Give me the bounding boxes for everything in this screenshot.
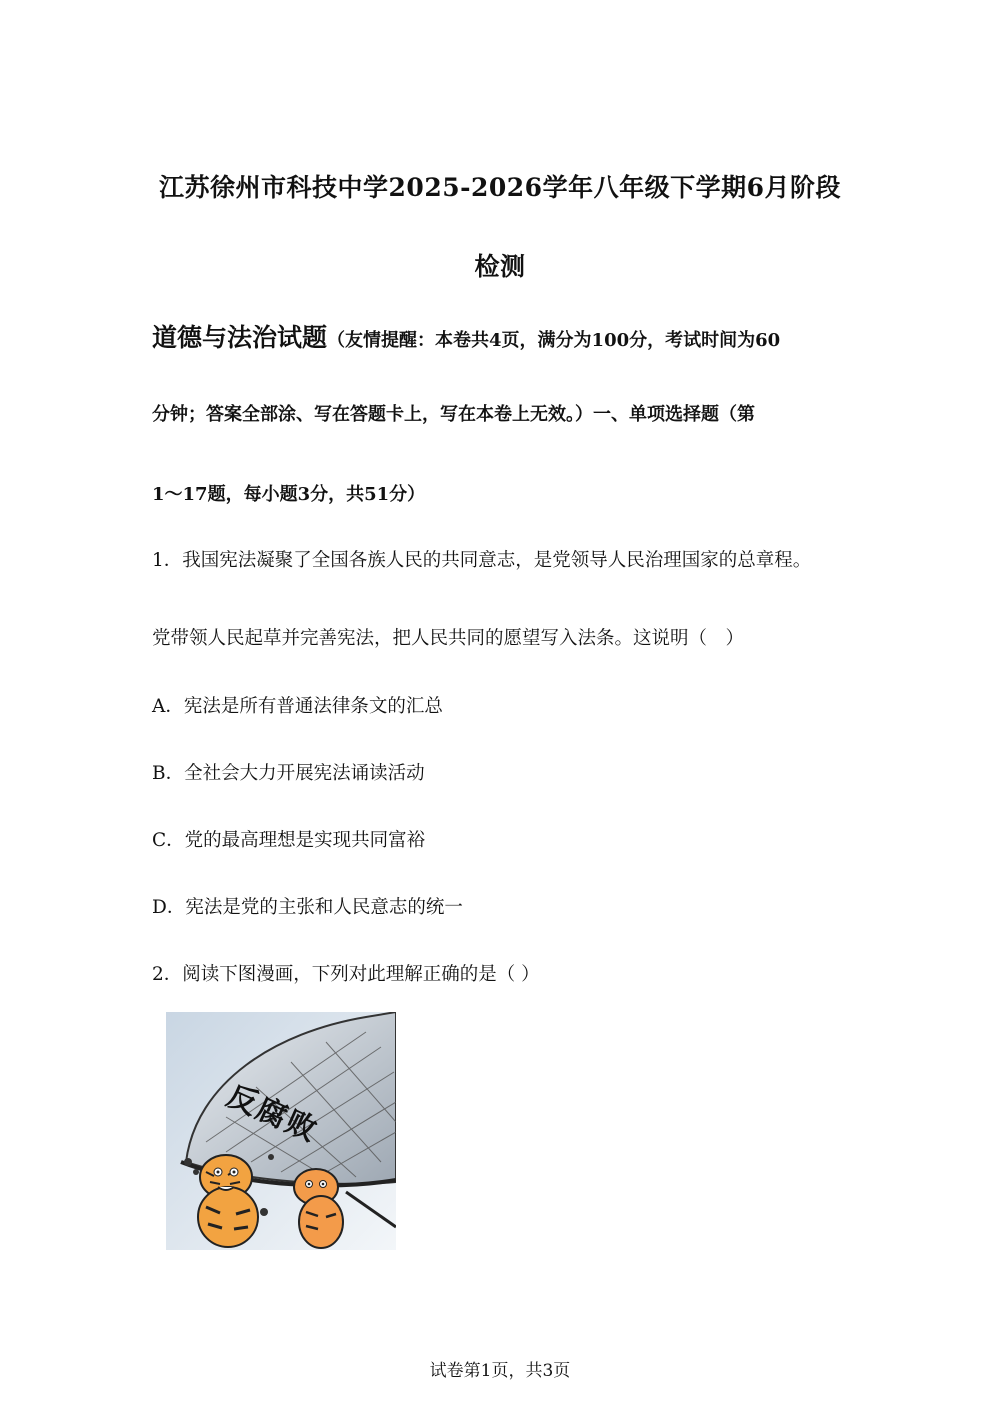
question-1-option-d: D．宪法是党的主张和人民意志的统一 <box>152 897 463 918</box>
page-footer: 试卷第1页，共3页 <box>429 1361 571 1381</box>
question-1-option-c: C．党的最高理想是实现共同富裕 <box>152 830 426 851</box>
cartoon-caption: 反腐败 <box>221 1078 324 1150</box>
question-1-option-a: A．宪法是所有普通法律条文的汇总 <box>152 696 443 717</box>
exam-title-line-2: 检测 <box>474 252 526 281</box>
tiger-figure <box>198 1155 258 1247</box>
question-1-option-b: B．全社会大力开展宪法诵读活动 <box>152 763 425 784</box>
question-1-stem-line-1: 1．我国宪法凝聚了全国各族人民的共同意志，是党领导人民治理国家的总章程。 <box>152 550 812 571</box>
exam-note-line-1: （友情提醒：本卷共4页，满分为100分，考试时间为60 <box>327 330 781 351</box>
subject-name: 道德与法治试题 <box>152 323 328 352</box>
exam-note-line-2: 分钟；答案全部涂、写在答题卡上，写在本卷上无效。）一、单项选择题（第 <box>152 404 755 425</box>
question-2-stem: 2．阅读下图漫画，下列对此理解正确的是（ ） <box>152 964 540 985</box>
question-1-stem-line-2: 党带领人民起草并完善宪法，把人民共同的愿望写入法条。这说明（ ） <box>152 628 745 649</box>
exam-title-line-1: 江苏徐州市科技中学2025-2026学年八年级下学期6月阶段 <box>159 173 841 202</box>
exam-note-line-3: 1～17题，每小题3分，共51分） <box>152 484 426 505</box>
subject-line <box>152 318 872 354</box>
